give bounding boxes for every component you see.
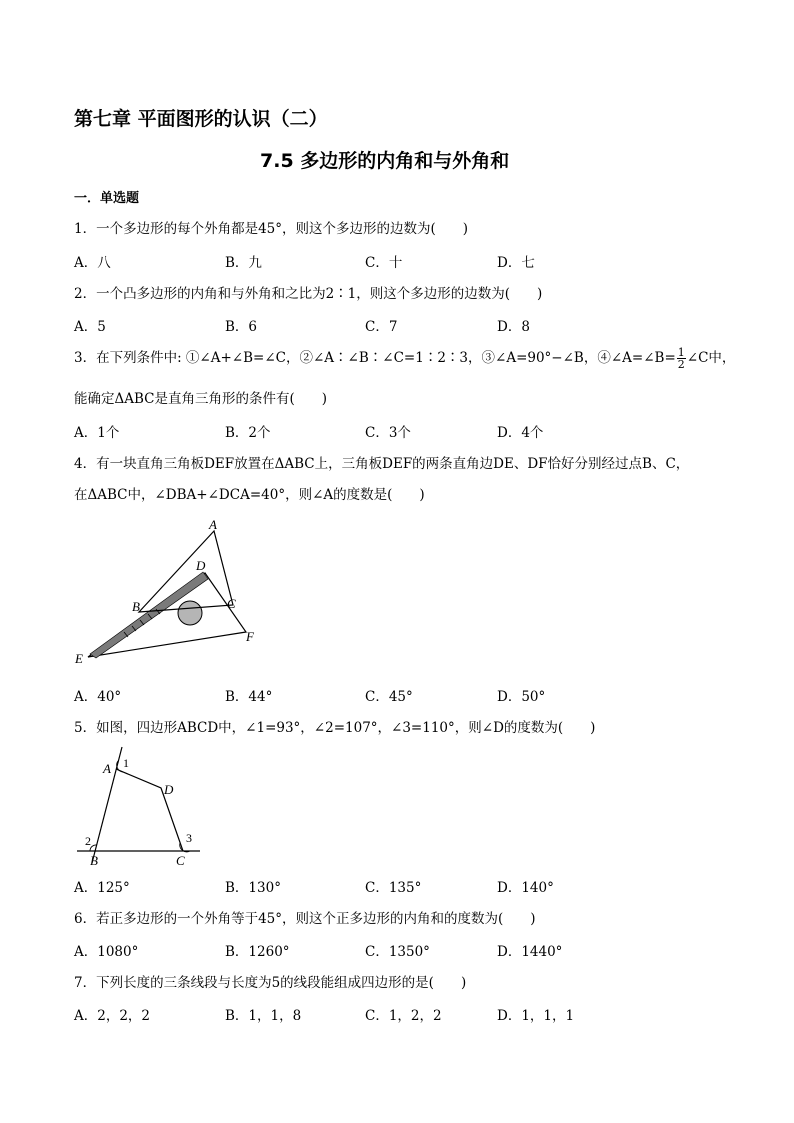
q5-option-c: C．135° bbox=[365, 880, 422, 896]
question-3 bbox=[74, 346, 735, 370]
section-title: 7.5 多边形的内角和与外角和 bbox=[260, 150, 510, 172]
label-a: A bbox=[103, 761, 111, 776]
label-d: D bbox=[164, 782, 174, 797]
label-b: B bbox=[132, 599, 140, 614]
q1-option-b: B．九 bbox=[225, 255, 262, 271]
q1-option-a: A．八 bbox=[74, 255, 111, 271]
question-number: 3． bbox=[74, 350, 97, 366]
q2-option-a: A．5 bbox=[74, 319, 106, 335]
q3-option-b: B．2个 bbox=[225, 425, 271, 441]
label-c: C bbox=[176, 853, 185, 868]
question-text: 一个凸多边形的内角和与外角和之比为2∶1，则这个多边形的边数为( ) bbox=[96, 286, 543, 302]
question-text-end: ∠C中， bbox=[686, 350, 736, 366]
question-text: 在下列条件中: ①∠A+∠B=∠C，②∠A∶∠B∶∠C=1∶2∶3，③∠A=90°−∠B，④∠A=∠B= bbox=[96, 350, 676, 366]
question-1 bbox=[74, 217, 468, 237]
question-7 bbox=[74, 971, 466, 991]
label-f: F bbox=[246, 629, 254, 644]
q4-option-c: C．45° bbox=[365, 689, 413, 705]
q4-option-b: B．44° bbox=[225, 689, 273, 705]
question-number: 7． bbox=[74, 975, 97, 991]
q2-option-b: B．6 bbox=[225, 319, 258, 335]
q6-option-c: C．1350° bbox=[365, 944, 430, 960]
label-angle-3: 3 bbox=[186, 831, 192, 845]
question-2 bbox=[74, 282, 542, 302]
q7-option-c: C．1，2，2 bbox=[365, 1008, 442, 1024]
q1-option-c: C．十 bbox=[365, 255, 403, 271]
q5-option-b: B．130° bbox=[225, 880, 281, 896]
q2-option-d: D．8 bbox=[497, 319, 530, 335]
question-5 bbox=[74, 716, 595, 736]
question-number: 5． bbox=[74, 720, 97, 736]
part-title: 一．单选题 bbox=[74, 191, 140, 206]
label-angle-1: 1 bbox=[123, 756, 129, 770]
question-text: 如图，四边形ABCD中，∠1=93°，∠2=107°，∠3=110°，则∠D的度数为( ) bbox=[96, 720, 596, 736]
q6-option-a: A．1080° bbox=[74, 944, 139, 960]
q6-option-d: D．1440° bbox=[497, 944, 563, 960]
q7-option-d: D．1，1，1 bbox=[497, 1008, 575, 1024]
label-e: E bbox=[75, 651, 83, 665]
label-angle-2: 2 bbox=[85, 834, 91, 848]
label-c: C bbox=[227, 596, 236, 611]
q3-option-c: C．3个 bbox=[365, 425, 411, 441]
question-number: 4． bbox=[74, 456, 97, 472]
q2-option-c: C．7 bbox=[365, 319, 398, 335]
q4-figure-triangle-set-square bbox=[70, 515, 280, 665]
question-text: 一个多边形的每个外角都是45°，则这个多边形的边数为( ) bbox=[96, 221, 469, 237]
question-number: 6． bbox=[74, 911, 97, 927]
question-4-line-2: 在ΔABC中，∠DBA+∠DCA=40°，则∠A的度数是( ) bbox=[74, 487, 425, 503]
label-b: B bbox=[90, 853, 98, 868]
q7-option-b: B．1，1，8 bbox=[225, 1008, 302, 1024]
label-a: A bbox=[209, 517, 217, 532]
q4-option-a: A．40° bbox=[74, 689, 122, 705]
label-d: D bbox=[196, 558, 206, 573]
question-text: 下列长度的三条线段与长度为5的线段能组成四边形的是( ) bbox=[96, 975, 467, 991]
q5-option-d: D．140° bbox=[497, 880, 554, 896]
q6-option-b: B．1260° bbox=[225, 944, 290, 960]
q1-option-d: D．七 bbox=[497, 255, 535, 271]
question-number: 1． bbox=[74, 221, 97, 237]
q3-option-a: A．1个 bbox=[74, 425, 120, 441]
question-text: 有一块直角三角板DEF放置在ΔABC上，三角板DEF的两条直角边DE、DF恰好分别经过点B、C， bbox=[96, 456, 690, 472]
q5-figure-quadrilateral bbox=[72, 745, 207, 870]
q5-option-a: A．125° bbox=[74, 880, 130, 896]
q3-option-d: D．4个 bbox=[497, 425, 544, 441]
question-6 bbox=[74, 907, 536, 927]
triangle-abc bbox=[139, 531, 233, 612]
q4-option-d: D．50° bbox=[497, 689, 546, 705]
question-4 bbox=[74, 452, 689, 472]
q7-option-a: A．2，2，2 bbox=[74, 1008, 151, 1024]
set-square-hole bbox=[178, 601, 202, 625]
question-3-line-2: 能确定ΔABC是直角三角形的条件有( ) bbox=[74, 391, 328, 407]
question-text: 若正多边形的一个外角等于45°，则这个正多边形的内角和的度数为( ) bbox=[96, 911, 536, 927]
fraction-one-half: $\frac{1}{2}$ bbox=[677, 346, 685, 371]
question-number: 2． bbox=[74, 286, 97, 302]
chapter-title: 第七章 平面图形的认识（二） bbox=[74, 108, 328, 130]
